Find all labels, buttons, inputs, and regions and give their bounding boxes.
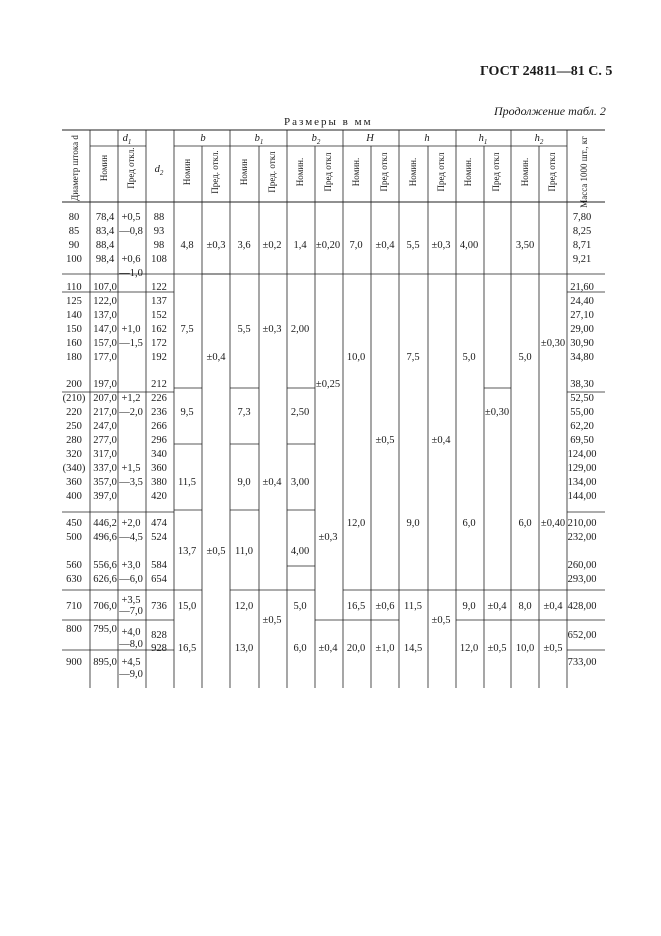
- table-cell: 4,00: [290, 546, 310, 557]
- table-cell: 6,0: [518, 518, 532, 529]
- table-cell: 6,0: [293, 643, 307, 654]
- table-cell: 88: [153, 212, 165, 223]
- table-cell: +2,0: [121, 518, 141, 529]
- table-cell: 122,0: [93, 296, 117, 307]
- table-cell: 5,5: [237, 324, 251, 335]
- header-h-nominal: Номин.: [408, 157, 418, 187]
- header-d1-nominal: Номин: [99, 154, 109, 182]
- table-cell: —1,0: [119, 268, 143, 279]
- table-cell: 21,60: [570, 282, 594, 293]
- table-cell: 7,5: [406, 352, 420, 363]
- table-cell: ±0,4: [375, 240, 395, 251]
- table-cell: 296: [151, 435, 167, 446]
- table-cell: 140: [66, 310, 82, 321]
- table-cell: 11,5: [178, 477, 196, 488]
- table-cell: ±0,4: [431, 435, 451, 446]
- table-cell: 11,5: [404, 601, 422, 612]
- table-cell: ±0,40: [540, 518, 566, 529]
- table-cell: ±0,20: [315, 240, 341, 251]
- table-cell: 212: [151, 379, 167, 390]
- table-cell: ±0,5: [487, 643, 507, 654]
- table-cell: 2,00: [290, 324, 310, 335]
- header-d1: $d_1$: [122, 133, 132, 147]
- table-cell: 360: [151, 463, 167, 474]
- table-cell: 13,0: [234, 643, 254, 654]
- table-cell: ±0,30: [484, 407, 510, 418]
- table-cell: ±0,3: [431, 240, 451, 251]
- table-cell: 108: [151, 254, 167, 265]
- table-cell: 1,4: [293, 240, 307, 251]
- table-cell: 320: [66, 449, 82, 460]
- table-cell: —4,5: [119, 532, 143, 543]
- table-cell: ±0,3: [262, 324, 282, 335]
- table-cell: ±0,4: [543, 601, 563, 612]
- table-cell: 360: [66, 477, 82, 488]
- table-cell: 62,20: [570, 421, 594, 432]
- table-cell: 9,5: [180, 407, 194, 418]
- table-cell: 446,2: [93, 518, 117, 529]
- table-cell: 160: [66, 338, 82, 349]
- table-cell: +4,5: [121, 657, 141, 668]
- table-cell: 250: [66, 421, 82, 432]
- header-b2-deviation: Пред откл: [323, 152, 333, 192]
- table-cell: 16,5: [177, 643, 197, 654]
- table-cell: 524: [151, 532, 167, 543]
- table-cell: 34,80: [570, 352, 594, 363]
- table-cell: 7,0: [349, 240, 363, 251]
- table-cell: 147,0: [93, 324, 117, 335]
- table-cell: 3,00: [290, 477, 310, 488]
- table-cell: ±0,3: [318, 532, 338, 543]
- header-h2: $h_2$: [534, 133, 544, 147]
- table-cell: 30,90: [570, 338, 594, 349]
- table-cell: 134,00: [567, 477, 597, 488]
- table-cell: 710: [66, 601, 82, 612]
- table-cell: +0,5: [121, 212, 141, 223]
- table-cell: 496,6: [93, 532, 117, 543]
- table-cell: —2,0: [119, 407, 143, 418]
- table-cell: +0,6: [121, 254, 141, 265]
- table-cell: 556,6: [93, 560, 117, 571]
- table-cell: 928: [151, 643, 167, 654]
- table-cell: ±0,4: [262, 477, 282, 488]
- table-cell: 9,0: [237, 477, 251, 488]
- table-cell: 172: [151, 338, 167, 349]
- table-cell: 9,0: [406, 518, 420, 529]
- table-cell: 210,00: [567, 518, 597, 529]
- header-h-deviation: Пред откл: [436, 152, 446, 192]
- table-cell: 80: [68, 212, 80, 223]
- header-h1-nominal: Номин.: [463, 157, 473, 187]
- table-cell: 5,0: [293, 601, 307, 612]
- table-cell: 260,00: [567, 560, 597, 571]
- table-cell: 795,0: [93, 624, 117, 635]
- table-cell: 500: [66, 532, 82, 543]
- table-cell: 380: [151, 477, 167, 488]
- table-cell: 7,5: [180, 324, 194, 335]
- table-cell: 428,00: [567, 601, 597, 612]
- table-cell: 5,0: [462, 352, 476, 363]
- table-cell: 38,30: [570, 379, 594, 390]
- header-H-nominal: Номин.: [351, 157, 361, 187]
- table-cell: 584: [151, 560, 167, 571]
- table-cell: 11,0: [235, 546, 253, 557]
- table-cell: 124,00: [567, 449, 597, 460]
- table-cell: 29,00: [570, 324, 594, 335]
- table-cell: 90: [68, 240, 80, 251]
- header-h2-nominal: Номин.: [520, 157, 530, 187]
- header-h: h: [424, 133, 430, 144]
- table-cell: 895,0: [93, 657, 117, 668]
- table-cell: 24,40: [570, 296, 594, 307]
- table-cell: 654: [151, 574, 167, 585]
- table-cell: 630: [66, 574, 82, 585]
- table-cell: 4,8: [180, 240, 194, 251]
- table-cell: 226: [151, 393, 167, 404]
- table-cell: ±0,5: [543, 643, 563, 654]
- table-cell: 626,6: [93, 574, 117, 585]
- table-cell: 317,0: [93, 449, 117, 460]
- table-continuation-note: Продолжение табл. 2: [494, 104, 606, 118]
- table-cell: 450: [66, 518, 82, 529]
- header-h2-deviation: Пред откл: [547, 152, 557, 192]
- table-cell: 98,4: [95, 254, 115, 265]
- table-cell: 83,4: [95, 226, 115, 237]
- table-cell: 800: [66, 624, 82, 635]
- table-cell: 7,80: [572, 212, 592, 223]
- table-cell: 12,0: [346, 518, 366, 529]
- units-note: Размеры в мм: [284, 116, 373, 128]
- table-cell: 560: [66, 560, 82, 571]
- header-b1: $b_1$: [254, 133, 264, 147]
- table-cell: +1,5: [121, 463, 141, 474]
- table-cell: 107,0: [93, 282, 117, 293]
- table-cell: 474: [151, 518, 167, 529]
- table-cell: 144,00: [567, 491, 597, 502]
- table-cell: 828: [151, 630, 167, 641]
- table-cell: ±0,4: [206, 352, 226, 363]
- table-cell: 3,50: [515, 240, 535, 251]
- table-cell: ±0,3: [206, 240, 226, 251]
- table-cell: 5,5: [406, 240, 420, 251]
- table-cell: 900: [66, 657, 82, 668]
- table-cell: 150: [66, 324, 82, 335]
- table-cell: 137: [151, 296, 167, 307]
- header-mass: Масса 1000 шт., кг: [579, 136, 589, 208]
- table-cell: 8,71: [572, 240, 592, 251]
- table-cell: ±0,30: [540, 338, 566, 349]
- table-cell: 217,0: [93, 407, 117, 418]
- table-cell: 85: [68, 226, 80, 237]
- header-b-nominal: Номин: [182, 158, 192, 186]
- table-cell: 420: [151, 491, 167, 502]
- table-cell: ±0,25: [315, 379, 341, 390]
- table-cell: 400: [66, 491, 82, 502]
- table-cell: 177,0: [93, 352, 117, 363]
- table-cell: 2,50: [290, 407, 310, 418]
- table-cell: 55,00: [570, 407, 594, 418]
- table-cell: 7,3: [237, 407, 251, 418]
- table-cell: 6,0: [462, 518, 476, 529]
- table-cell: 129,00: [567, 463, 597, 474]
- table-cell: 98: [153, 240, 165, 251]
- table-cell: ±0,5: [375, 435, 395, 446]
- page-header-title: ГОСТ 24811—81 С. 5: [480, 64, 613, 79]
- header-h1-deviation: Пред откл: [491, 152, 501, 192]
- header-rod-diameter: Диаметр штока d: [70, 135, 80, 201]
- table-cell: 12,0: [459, 643, 479, 654]
- table-cell: 357,0: [93, 477, 117, 488]
- header-b2-nominal: Номин.: [295, 157, 305, 187]
- table-cell: ±0,6: [375, 601, 395, 612]
- table-cell: 340: [151, 449, 167, 460]
- table-cell: ±1,0: [375, 643, 395, 654]
- table-cell: 78,4: [95, 212, 115, 223]
- header-d1-deviation: Пред откл.: [126, 147, 136, 189]
- table-cell: 110: [66, 282, 82, 293]
- table-cell: —8,0: [119, 639, 143, 650]
- table-cell: 180: [66, 352, 82, 363]
- table-cell: 197,0: [93, 379, 117, 390]
- table-cell: 293,00: [567, 574, 597, 585]
- table-cell: 247,0: [93, 421, 117, 432]
- table-cell: 20,0: [346, 643, 366, 654]
- table-cell: 10,0: [346, 352, 366, 363]
- table-cell: 88,4: [95, 240, 115, 251]
- table-cell: 10,0: [515, 643, 535, 654]
- header-b-deviation: Пред. откл.: [210, 150, 220, 194]
- table-cell: ±0,4: [487, 601, 507, 612]
- table-cell: ±0,5: [206, 546, 226, 557]
- table-cell: 13,7: [177, 546, 197, 557]
- table-cell: —1,5: [119, 338, 143, 349]
- table-cell: 3,6: [237, 240, 251, 251]
- table-cell: 125: [66, 296, 82, 307]
- table-cell: 8,25: [572, 226, 592, 237]
- table-cell: 162: [151, 324, 167, 335]
- table-cell: 9,0: [462, 601, 476, 612]
- table-cell: 16,5: [346, 601, 366, 612]
- table-cell: 706,0: [93, 601, 117, 612]
- table-cell: +1,2: [121, 393, 141, 404]
- table-cell: —0,8: [119, 226, 143, 237]
- table-cell: 14,5: [403, 643, 423, 654]
- table-cell: —9,0: [119, 669, 143, 680]
- table-cell: 5,0: [518, 352, 532, 363]
- table-cell: 4,00: [459, 240, 479, 251]
- header-h1: $h_1$: [478, 133, 488, 147]
- table-cell: ±0,4: [318, 643, 338, 654]
- header-H-deviation: Пред откл: [379, 152, 389, 192]
- table-cell: 337,0: [93, 463, 117, 474]
- table-cell: 220: [66, 407, 82, 418]
- header-b1-deviation: Пред. откл: [267, 151, 277, 193]
- table-cell: ±0,2: [262, 240, 282, 251]
- table-cell: 266: [151, 421, 167, 432]
- table-cell: 122: [151, 282, 167, 293]
- table-cell: 27,10: [570, 310, 594, 321]
- table-cell: 137,0: [93, 310, 117, 321]
- table-cell: 277,0: [93, 435, 117, 446]
- table-cell: 232,00: [567, 532, 597, 543]
- table-cell: (340): [62, 463, 86, 474]
- table-cell: 15,0: [177, 601, 197, 612]
- table-cell: 192: [151, 352, 167, 363]
- table-cell: 69,50: [570, 435, 594, 446]
- table-cell: 736: [151, 601, 167, 612]
- table-cell: 397,0: [93, 491, 117, 502]
- table-cell: 152: [151, 310, 167, 321]
- table-cell: 157,0: [93, 338, 117, 349]
- table-cell: 280: [66, 435, 82, 446]
- header-b: b: [200, 133, 206, 144]
- table-cell: ±0,5: [431, 615, 451, 626]
- header-d2: $d_2$: [154, 164, 164, 178]
- header-b2: $b_2$: [311, 133, 321, 147]
- header-H: H: [366, 133, 374, 144]
- table-cell: 100: [66, 254, 82, 265]
- table-cell: +1,0: [121, 324, 141, 335]
- table-cell: 652,00: [567, 630, 597, 641]
- table-cell: —3,5: [119, 477, 143, 488]
- table-cell: 236: [151, 407, 167, 418]
- table-cell: 200: [66, 379, 82, 390]
- table-cell: +3,5: [121, 595, 141, 606]
- table-cell: (210): [62, 393, 86, 404]
- table-cell: 52,50: [570, 393, 594, 404]
- table-cell: +4,0: [121, 627, 141, 638]
- table-cell: +3,0: [121, 560, 141, 571]
- header-b1-nominal: Номин: [239, 158, 249, 186]
- table-cell: 12,0: [234, 601, 254, 612]
- table-cell: 9,21: [572, 254, 592, 265]
- table-cell: 733,00: [567, 657, 597, 668]
- table-cell: —6,0: [119, 574, 143, 585]
- table-cell: 207,0: [93, 393, 117, 404]
- table-cell: ±0,5: [262, 615, 282, 626]
- table-cell: 93: [153, 226, 165, 237]
- table-cell: 8,0: [518, 601, 532, 612]
- table-cell: —7,0: [119, 606, 143, 617]
